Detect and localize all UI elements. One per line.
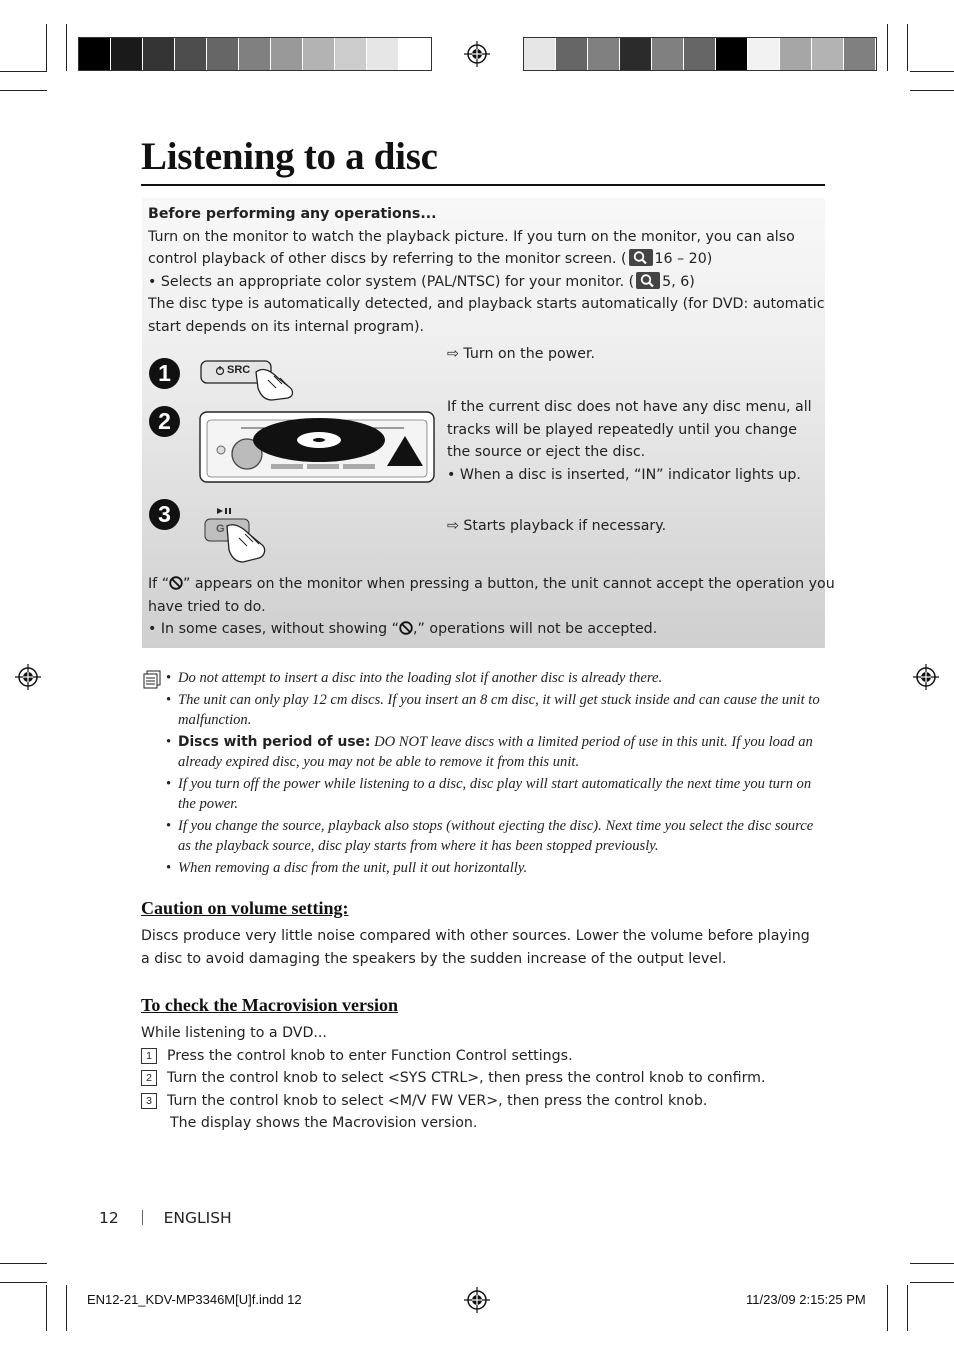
footer-divider [142, 1210, 143, 1225]
color-swatch [620, 38, 652, 70]
registration-mark-icon [464, 41, 490, 67]
color-swatch [399, 38, 431, 70]
warning-line [148, 573, 835, 596]
macrovision-section [141, 1022, 821, 1135]
page-number: 12 [99, 1209, 119, 1227]
before-ops-line [148, 271, 820, 294]
color-swatch [175, 38, 207, 70]
color-calibration-bar-right [523, 37, 877, 71]
language-label: ENGLISH [163, 1209, 232, 1227]
macrovision-step [141, 1045, 821, 1068]
step-number-2: 2 [149, 406, 180, 437]
note-item: • If you change the source, playback also stops (without ejecting the disc). Next time you select the disc source as the playback source, disc play starts from where it has been stopped previously. [166, 816, 821, 857]
step-1-desc: Turn on the power. [463, 346, 596, 362]
page-title: Listening to a disc [141, 135, 438, 178]
macrovision-intro: While listening to a DVD... [141, 1025, 327, 1041]
step-3-text [447, 515, 666, 538]
color-swatch [271, 38, 303, 70]
note-item: • Do not attempt to insert a disc into the loading slot if another disc is already there. [166, 668, 821, 689]
warning-text: • In some cases, without showing “ [148, 621, 400, 638]
note-item: • The unit can only play 12 cm discs. If you insert an 8 cm disc, it will get stuck inside and can cause the unit to malfunction. [166, 690, 821, 731]
crop-mark [46, 1285, 47, 1331]
warning-text: If “ [148, 576, 170, 592]
play-pause-button-illustration [199, 504, 279, 566]
crop-mark [0, 90, 47, 91]
color-swatch [844, 38, 876, 70]
notes-section [166, 668, 821, 879]
crop-mark [910, 90, 954, 91]
macrovision-step-text: Turn the control knob to select <M/V FW VER>, then press the control knob. [167, 1092, 708, 1109]
color-swatch [239, 38, 271, 70]
src-button-illustration [198, 358, 302, 402]
warning-text: ,” operations will not be accepted. [413, 621, 658, 638]
warning-section [148, 573, 835, 641]
macrovision-result: The display shows the Macrovision version. [170, 1115, 478, 1132]
magnifier-ref-icon [629, 249, 653, 266]
note-item: • When removing a disc from the unit, pull it out horizontally. [166, 858, 821, 879]
before-ops-line [148, 248, 820, 271]
before-ops-heading: Before performing any operations... [148, 206, 437, 222]
macrovision-step-text: Press the control knob to enter Function Control settings. [167, 1047, 573, 1064]
crop-mark [887, 1285, 888, 1331]
crop-mark [46, 24, 47, 71]
src-button-label: SRC [227, 364, 251, 376]
before-ops-line: start depends on its internal program). [148, 318, 425, 335]
crop-mark [910, 1282, 954, 1283]
crop-mark [887, 24, 888, 71]
step-index: 1 [141, 1048, 157, 1064]
step-index: 2 [141, 1070, 157, 1086]
color-swatch [524, 38, 556, 70]
play-pause-button-label: G [216, 523, 225, 535]
title-rule [141, 184, 825, 186]
crop-mark [0, 1263, 47, 1264]
crop-mark [907, 24, 908, 71]
step-index: 3 [141, 1093, 157, 1109]
crop-mark [66, 1285, 67, 1331]
macrovision-step [141, 1090, 821, 1113]
warning-text: ” appears on the monitor when pressing a button, the unit cannot accept the operation you [183, 576, 835, 592]
color-calibration-bar-left [78, 37, 432, 71]
before-ops-section [148, 203, 825, 339]
prohibited-icon [169, 576, 183, 590]
before-ops-line: Turn on the monitor to watch the playback picture. If you turn on the monitor, you can also [148, 228, 795, 245]
warning-line: have tried to do. [148, 598, 266, 615]
color-swatch [143, 38, 175, 70]
hand-press-icon [199, 504, 279, 566]
step-number-3: 3 [149, 499, 180, 530]
slug-date: 11/23/09 2:15:25 PM [746, 1292, 866, 1307]
color-swatch [556, 38, 588, 70]
registration-mark-icon [913, 664, 939, 690]
color-swatch [367, 38, 399, 70]
color-swatch [303, 38, 335, 70]
slug-file: EN12-21_KDV-MP3346M[U]f.indd 12 [87, 1292, 302, 1307]
crop-mark [910, 1263, 954, 1264]
before-ops-line: The disc type is automatically detected, and playback starts automatically (for DVD: automatic [148, 296, 825, 313]
arrow-icon: ⇨ [447, 518, 459, 534]
disc-insert-illustration [199, 410, 436, 484]
color-swatch [812, 38, 844, 70]
crop-mark [910, 71, 954, 72]
color-swatch [335, 38, 367, 70]
macrovision-step [141, 1067, 821, 1090]
before-ops-text: control playback of other discs by referring to the monitor screen. ( [148, 251, 627, 268]
crop-mark [0, 1282, 47, 1283]
caution-heading: Caution on volume setting: [141, 898, 349, 918]
color-swatch [652, 38, 684, 70]
arrow-icon: ⇨ [447, 346, 459, 362]
step-3-desc: Starts playback if necessary. [463, 518, 667, 534]
crop-mark [0, 71, 47, 72]
note-item-period [166, 732, 821, 773]
page-ref: 5, 6) [662, 273, 695, 290]
crop-mark [66, 24, 67, 71]
color-swatch [716, 38, 748, 70]
page-ref: 16 – 20) [654, 251, 713, 268]
registration-mark-icon [464, 1287, 490, 1313]
note-icon [142, 670, 162, 690]
crop-mark [907, 1285, 908, 1331]
color-swatch [79, 38, 111, 70]
note-item: • If you turn off the power while listening to a disc, disc play will start automatically the next time you turn on the power. [166, 774, 821, 815]
period-note-text: DO NOT leave discs with a limited period of use in this unit. If you load an already expired disc, you may not be able to remove it from this unit. [178, 733, 813, 770]
step-number-1: 1 [149, 358, 180, 389]
page-footer [99, 1209, 232, 1227]
before-ops-text: • Selects an appropriate color system (PAL/NTSC) for your monitor. ( [148, 273, 635, 290]
registration-mark-icon [15, 664, 41, 690]
period-note-label: Discs with period of use: [178, 733, 371, 750]
color-swatch [111, 38, 143, 70]
step-2-desc: If the current disc does not have any disc menu, all tracks will be played repeatedly until you change the source or eject the disc. [447, 399, 812, 461]
color-swatch [748, 38, 780, 70]
step-2-text [447, 396, 819, 486]
magnifier-ref-icon [636, 272, 660, 289]
warning-line [148, 618, 824, 641]
color-swatch [684, 38, 716, 70]
step-1-text [447, 343, 595, 366]
color-swatch [780, 38, 812, 70]
prohibited-icon [399, 621, 413, 635]
step-2-bullet: • When a disc is inserted, “IN” indicator lights up. [447, 466, 801, 483]
color-swatch [588, 38, 620, 70]
macrovision-step-text: Turn the control knob to select <SYS CTRL>, then press the control knob to confirm. [167, 1070, 766, 1087]
color-swatch [207, 38, 239, 70]
caution-body: Discs produce very little noise compared with other sources. Lower the volume before playing a disc to avoid damaging the speakers by the sudden increase of the output level. [141, 928, 810, 967]
macrovision-heading: To check the Macrovision version [141, 995, 398, 1015]
